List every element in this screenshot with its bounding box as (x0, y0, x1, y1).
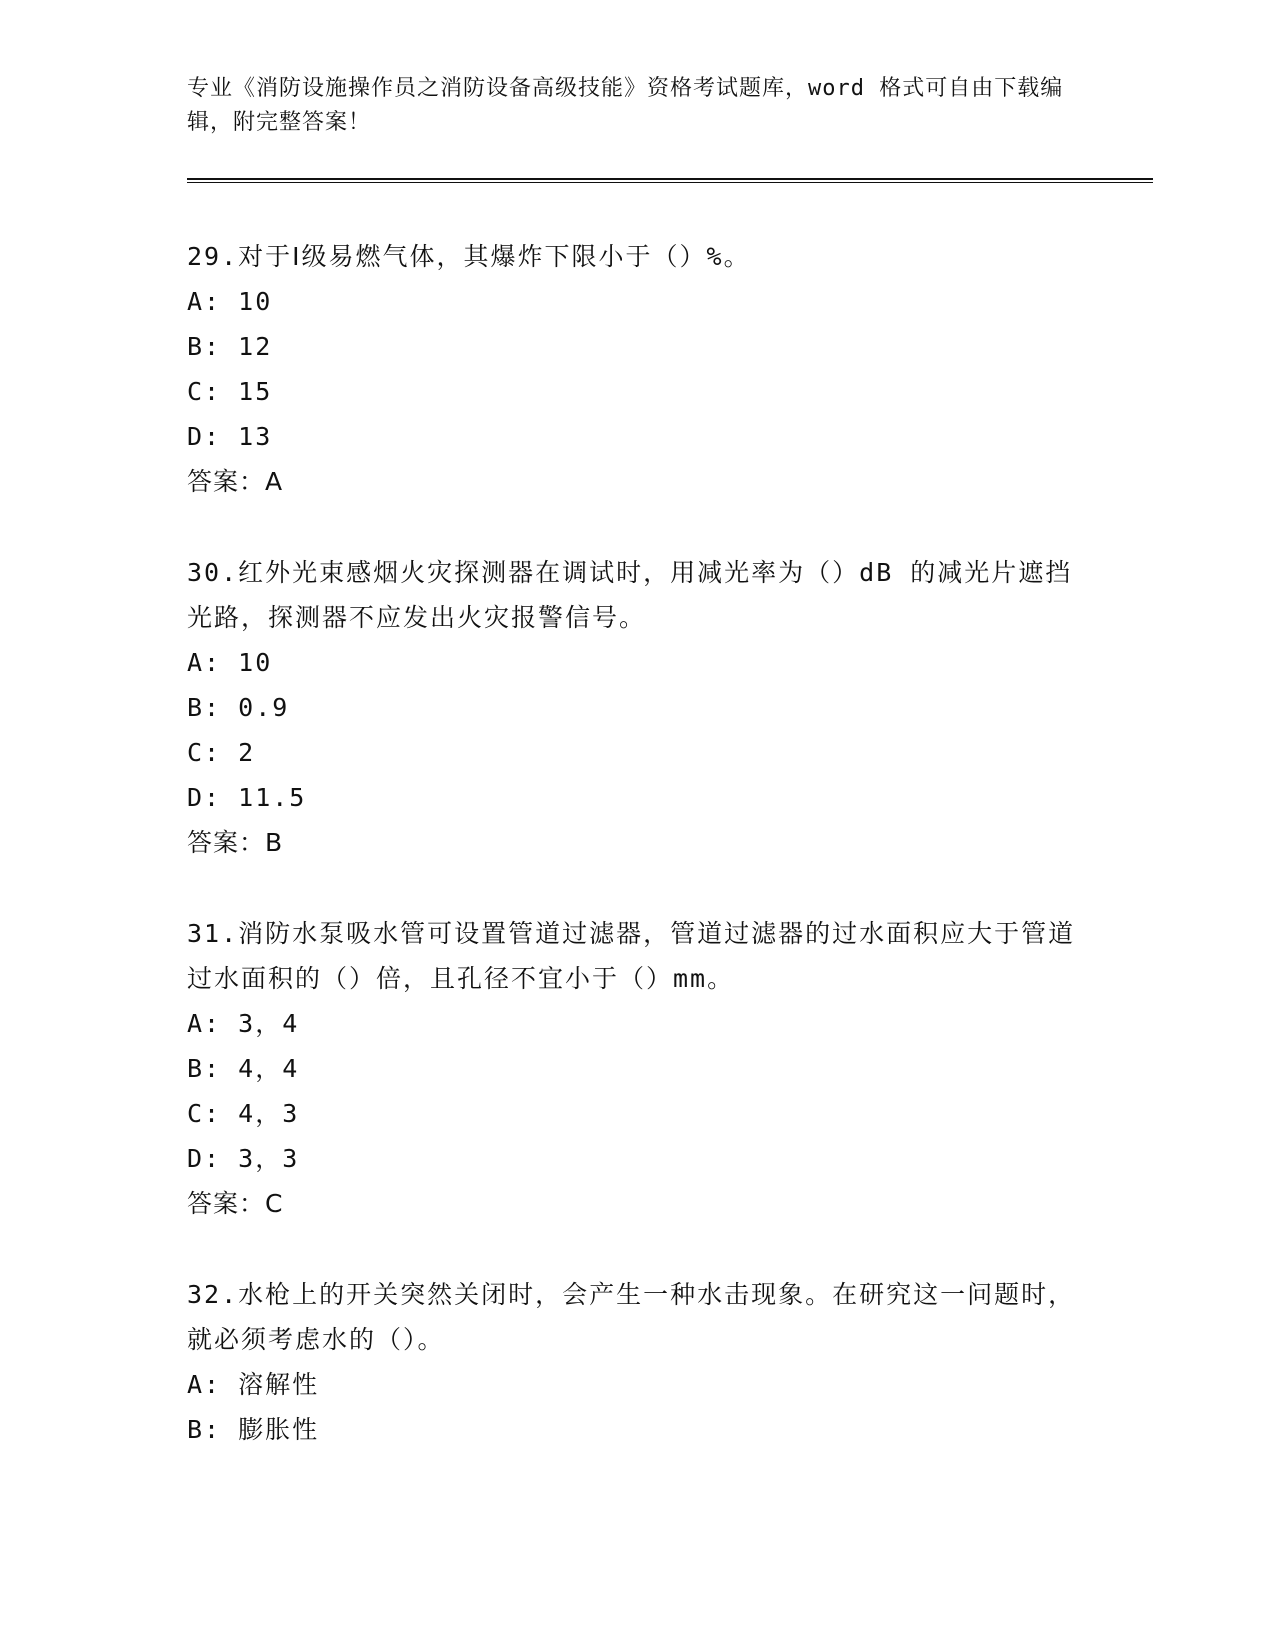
option-c: C: 2 (187, 738, 256, 767)
question-list (187, 234, 1087, 1498)
header-divider (187, 178, 1153, 183)
option-d: D: 13 (187, 422, 273, 451)
question-30 (187, 550, 1087, 865)
option-b: B: 4，4 (187, 1054, 300, 1083)
option-d: D: 3，3 (187, 1144, 300, 1173)
question-stem: 32.水枪上的开关突然关闭时，会产生一种水击现象。在研究这一问题时，就必须考虑水的（）。 (187, 1280, 1076, 1354)
question-32 (187, 1272, 1087, 1452)
option-b: B: 12 (187, 332, 273, 361)
document-header: 专业《消防设施操作员之消防设备高级技能》资格考试题库，word 格式可自由下载编辑，附完整答案！ (187, 76, 1064, 135)
question-29 (187, 234, 1087, 504)
option-a: A: 3，4 (187, 1009, 300, 1038)
option-d: D: 11.5 (187, 783, 307, 812)
question-stem: 29.对于Ⅰ级易燃气体，其爆炸下限小于（）%。 (187, 242, 751, 271)
answer-line: 答案：A (187, 467, 284, 496)
option-a: A: 10 (187, 287, 273, 316)
option-b: B: 0.9 (187, 693, 290, 722)
question-31 (187, 911, 1087, 1226)
question-stem: 31.消防水泵吸水管可设置管道过滤器，管道过滤器的过水面积应大于管道过水面积的（）倍，且孔径不宜小于（）mm。 (187, 919, 1076, 993)
option-c: C: 4，3 (187, 1099, 300, 1128)
option-a: A: 溶解性 (187, 1370, 320, 1399)
option-c: C: 15 (187, 377, 273, 406)
answer-line: 答案：B (187, 828, 284, 857)
option-a: A: 10 (187, 648, 273, 677)
option-b: B: 膨胀性 (187, 1415, 320, 1444)
question-stem: 30.红外光束感烟火灾探测器在调试时，用减光率为（）dB 的减光片遮挡光路，探测器不应发出火灾报警信号。 (187, 558, 1073, 632)
answer-line: 答案：C (187, 1189, 284, 1218)
